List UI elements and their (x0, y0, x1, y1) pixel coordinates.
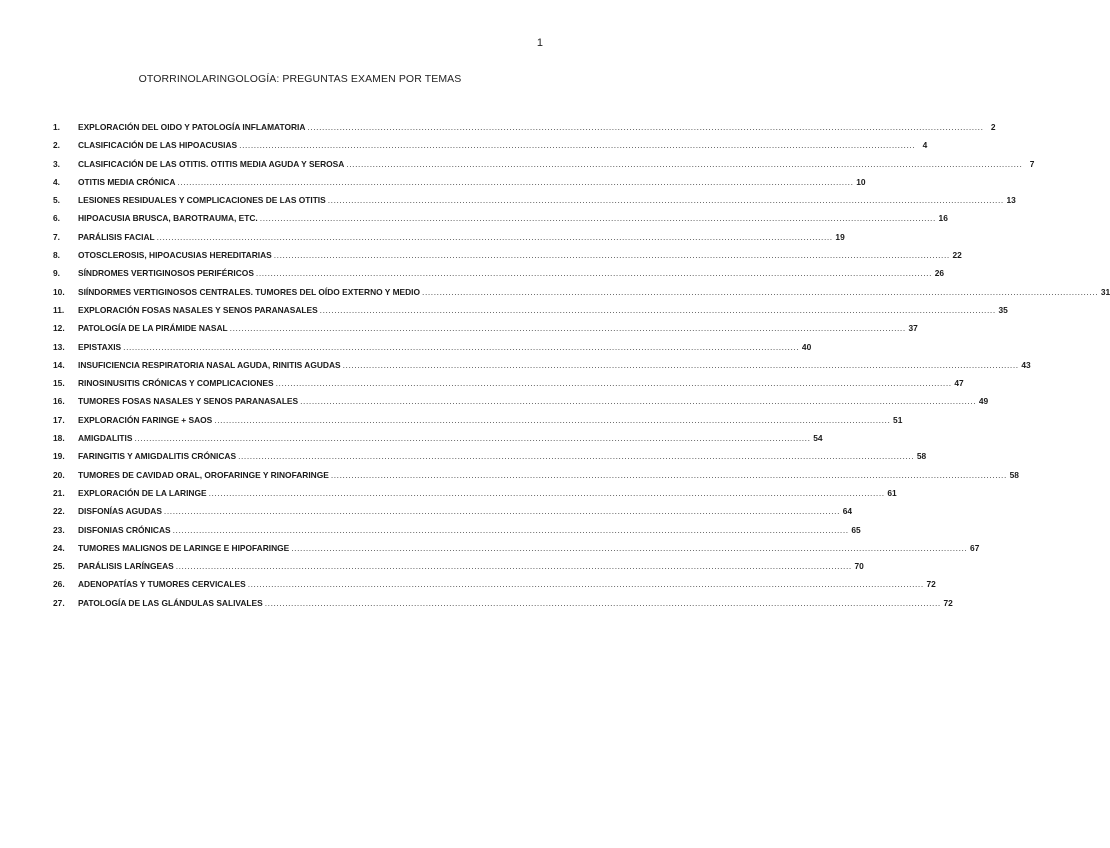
toc-dot-leader (173, 525, 849, 535)
toc-entry-title: FARINGITIS Y AMIGDALITIS CRÓNICAS (78, 451, 237, 462)
document-title: OTORRINOLARINGOLOGÍA: PREGUNTAS EXAMEN POR TEMAS (138, 73, 462, 85)
toc-entry-title: EXPLORACIÓN DEL OIDO Y PATOLOGÍA INFLAMATORIA (78, 122, 306, 132)
toc-entry[interactable] (53, 341, 812, 360)
toc-entry-title: LESIONES RESIDUALES Y COMPLICACIONES DE LAS OTITIS (78, 195, 326, 206)
toc-entry[interactable] (53, 158, 1035, 177)
toc-dot-leader (300, 396, 976, 406)
toc-entry-number: 22. (53, 506, 65, 517)
toc-entry-title: EXPLORACIÓN FOSAS NASALES Y SENOS PARANASALES (78, 304, 318, 315)
toc-entry-number: 7. (53, 231, 60, 242)
toc-entry-page: 67 (970, 542, 980, 553)
toc-entry-page: 58 (1009, 469, 1019, 480)
toc-dot-leader (291, 543, 967, 553)
toc-entry-title: PATOLOGÍA DE LAS GLÁNDULAS SALIVALES (78, 597, 263, 608)
toc-entry-page: 19 (835, 231, 845, 242)
toc-entry-page: 26 (934, 268, 945, 279)
toc-entry-page: 16 (938, 213, 948, 224)
toc-entry-number: 13. (53, 341, 65, 352)
toc-entry-page: 72 (926, 579, 936, 590)
toc-entry-page: 10 (856, 176, 866, 187)
toc-entry[interactable] (53, 579, 936, 597)
toc-entry[interactable] (53, 286, 1110, 305)
toc-entry-page: 4 (922, 140, 928, 151)
toc-entry-number: 9. (53, 268, 60, 279)
toc-entry[interactable] (53, 524, 861, 543)
toc-dot-leader (276, 378, 952, 388)
toc-entry-title: TUMORES MALIGNOS DE LARINGE E HIPOFARINGE (78, 542, 290, 553)
toc-entry-number: 8. (53, 250, 60, 261)
toc-entry-title: EXPLORACIÓN FARINGE + SAOS (78, 414, 213, 425)
toc-entry[interactable] (53, 359, 1031, 378)
toc-entry-title: EPISTAXIS (78, 341, 122, 352)
toc-entry-page: 49 (978, 396, 989, 407)
toc-entry-title: CLASIFICACIÓN DE LAS HIPOACUSIAS (78, 140, 238, 151)
toc-dot-leader (123, 342, 799, 352)
toc-entry-page: 7 (1029, 158, 1035, 169)
toc-entry-page: 47 (954, 378, 964, 389)
toc-entry[interactable] (53, 268, 945, 286)
toc-entry-title: OTITIS MEDIA CRÓNICA (78, 176, 176, 187)
toc-dot-leader (239, 140, 915, 150)
toc-dot-leader (176, 561, 852, 571)
toc-entry-title: OTOSCLEROSIS, HIPOACUSIAS HEREDITARIAS (78, 250, 272, 261)
toc-entry-number: 26. (53, 579, 65, 590)
toc-entry[interactable] (53, 561, 864, 579)
toc-dot-leader (164, 506, 840, 516)
toc-entry-number: 12. (53, 323, 65, 334)
toc-dot-leader (238, 451, 914, 461)
toc-entry-number: 18. (53, 433, 65, 444)
toc-dot-leader (214, 415, 890, 425)
toc-entry-page: 37 (908, 323, 918, 334)
toc-entry-number: 1. (53, 122, 60, 132)
toc-dot-leader (209, 488, 885, 498)
toc-entry-title: INSUFICIENCIA RESPIRATORIA NASAL AGUDA, RINITIS AGUDAS (78, 359, 341, 370)
toc-entry[interactable] (53, 195, 1016, 213)
toc-entry-number: 2. (53, 140, 60, 151)
toc-entry-title: EXPLORACIÓN DE LA LARINGE (78, 487, 207, 498)
toc-dot-leader (346, 159, 1022, 169)
toc-entry-page: 51 (893, 414, 903, 425)
toc-entry[interactable] (53, 323, 918, 341)
toc-dot-leader (265, 598, 941, 608)
toc-entry-number: 15. (53, 378, 65, 389)
toc-entry-page: 61 (887, 487, 897, 498)
toc-entry-number: 21. (53, 487, 65, 498)
toc-dot-leader (230, 323, 906, 333)
toc-entry-page: 58 (916, 451, 927, 462)
toc-entry-page: 64 (842, 506, 853, 517)
toc-dot-leader (343, 360, 1019, 370)
toc-entry-page: 2 (990, 122, 996, 132)
toc-dot-leader (422, 287, 1098, 297)
toc-entry-title: TUMORES DE CAVIDAD ORAL, OROFARINGE Y RINOFARINGE (78, 469, 329, 480)
toc-entry-number: 5. (53, 195, 60, 206)
toc-entry-number: 10. (53, 286, 65, 297)
toc-entry-page: 13 (1006, 195, 1016, 206)
toc-dot-leader (248, 579, 924, 589)
toc-entry[interactable] (53, 176, 866, 195)
toc-entry-number: 23. (53, 524, 65, 535)
toc-entry-title: PARÁLISIS FACIAL (78, 231, 155, 242)
toc-dot-leader (307, 122, 983, 132)
toc-dot-leader (328, 195, 1004, 205)
toc-entry-title: SIÍNDORMES VERTIGINOSOS CENTRALES. TUMORES DEL OÍDO EXTERNO Y MEDIO (78, 286, 421, 297)
toc-entry-title: HIPOACUSIA BRUSCA, BAROTRAUMA, ETC. (78, 213, 258, 224)
toc-entry[interactable] (53, 140, 928, 158)
toc-entry-page: 35 (998, 304, 1008, 315)
table-of-contents (53, 122, 1110, 616)
toc-entry-number: 25. (53, 561, 65, 572)
toc-entry[interactable] (53, 506, 853, 524)
toc-entry-page: 40 (801, 341, 812, 352)
toc-entry[interactable] (53, 378, 964, 396)
toc-entry-number: 6. (53, 213, 60, 224)
toc-entry[interactable] (53, 122, 996, 140)
toc-dot-leader (274, 250, 950, 260)
toc-entry-title: SÍNDROMES VERTIGINOSOS PERIFÉRICOS (78, 268, 254, 279)
toc-entry[interactable] (53, 469, 1019, 488)
toc-dot-leader (331, 470, 1007, 480)
toc-entry-number: 16. (53, 396, 65, 407)
toc-entry[interactable] (53, 451, 927, 469)
toc-dot-leader (320, 305, 996, 315)
toc-entry[interactable] (53, 304, 1008, 323)
toc-entry-title: TUMORES FOSAS NASALES Y SENOS PARANASALES (78, 396, 299, 407)
toc-entry[interactable] (53, 597, 953, 616)
toc-entry-title: DISFONIAS CRÓNICAS (78, 524, 171, 535)
toc-entry-page: 70 (854, 561, 864, 572)
toc-dot-leader (256, 268, 932, 278)
toc-entry[interactable] (53, 396, 989, 414)
toc-entry[interactable] (53, 250, 962, 268)
toc-entry-number: 4. (53, 176, 60, 187)
toc-entry[interactable] (53, 542, 980, 561)
toc-entry-title: CLASIFICACIÓN DE LAS OTITIS. OTITIS MEDIA AGUDA Y SEROSA (78, 158, 345, 169)
toc-entry-page: 43 (1021, 359, 1031, 370)
toc-entry-number: 3. (53, 158, 60, 169)
toc-entry-number: 24. (53, 542, 65, 553)
toc-entry-page: 72 (943, 597, 953, 608)
toc-entry-title: ADENOPATÍAS Y TUMORES CERVICALES (78, 579, 246, 590)
toc-entry[interactable] (53, 414, 903, 433)
toc-dot-leader (177, 177, 853, 187)
toc-dot-leader (157, 232, 833, 242)
toc-entry-page: 65 (851, 524, 861, 535)
toc-entry-number: 17. (53, 414, 65, 425)
toc-entry-number: 19. (53, 451, 65, 462)
toc-entry-page: 22 (952, 250, 962, 261)
toc-entry-title: AMIGDALITIS (78, 433, 133, 444)
toc-entry-number: 11. (53, 304, 65, 315)
page-number: 1 (536, 37, 543, 49)
toc-entry[interactable] (53, 487, 897, 506)
toc-entry-title: PARÁLISIS LARÍNGEAS (78, 561, 174, 572)
toc-entry-number: 27. (53, 597, 65, 608)
toc-entry[interactable] (53, 213, 948, 231)
toc-entry-number: 14. (53, 359, 65, 370)
toc-entry-page: 31 (1100, 286, 1110, 297)
toc-entry-number: 20. (53, 469, 65, 480)
toc-entry-title: RINOSINUSITIS CRÓNICAS Y COMPLICACIONES (78, 378, 274, 389)
toc-entry[interactable] (53, 231, 845, 250)
toc-dot-leader (260, 213, 936, 223)
toc-entry[interactable] (53, 433, 823, 451)
toc-dot-leader (134, 433, 810, 443)
toc-entry-title: PATOLOGÍA DE LA PIRÁMIDE NASAL (78, 323, 228, 334)
toc-entry-page: 54 (813, 433, 823, 444)
toc-entry-title: DISFONÍAS AGUDAS (78, 506, 162, 517)
